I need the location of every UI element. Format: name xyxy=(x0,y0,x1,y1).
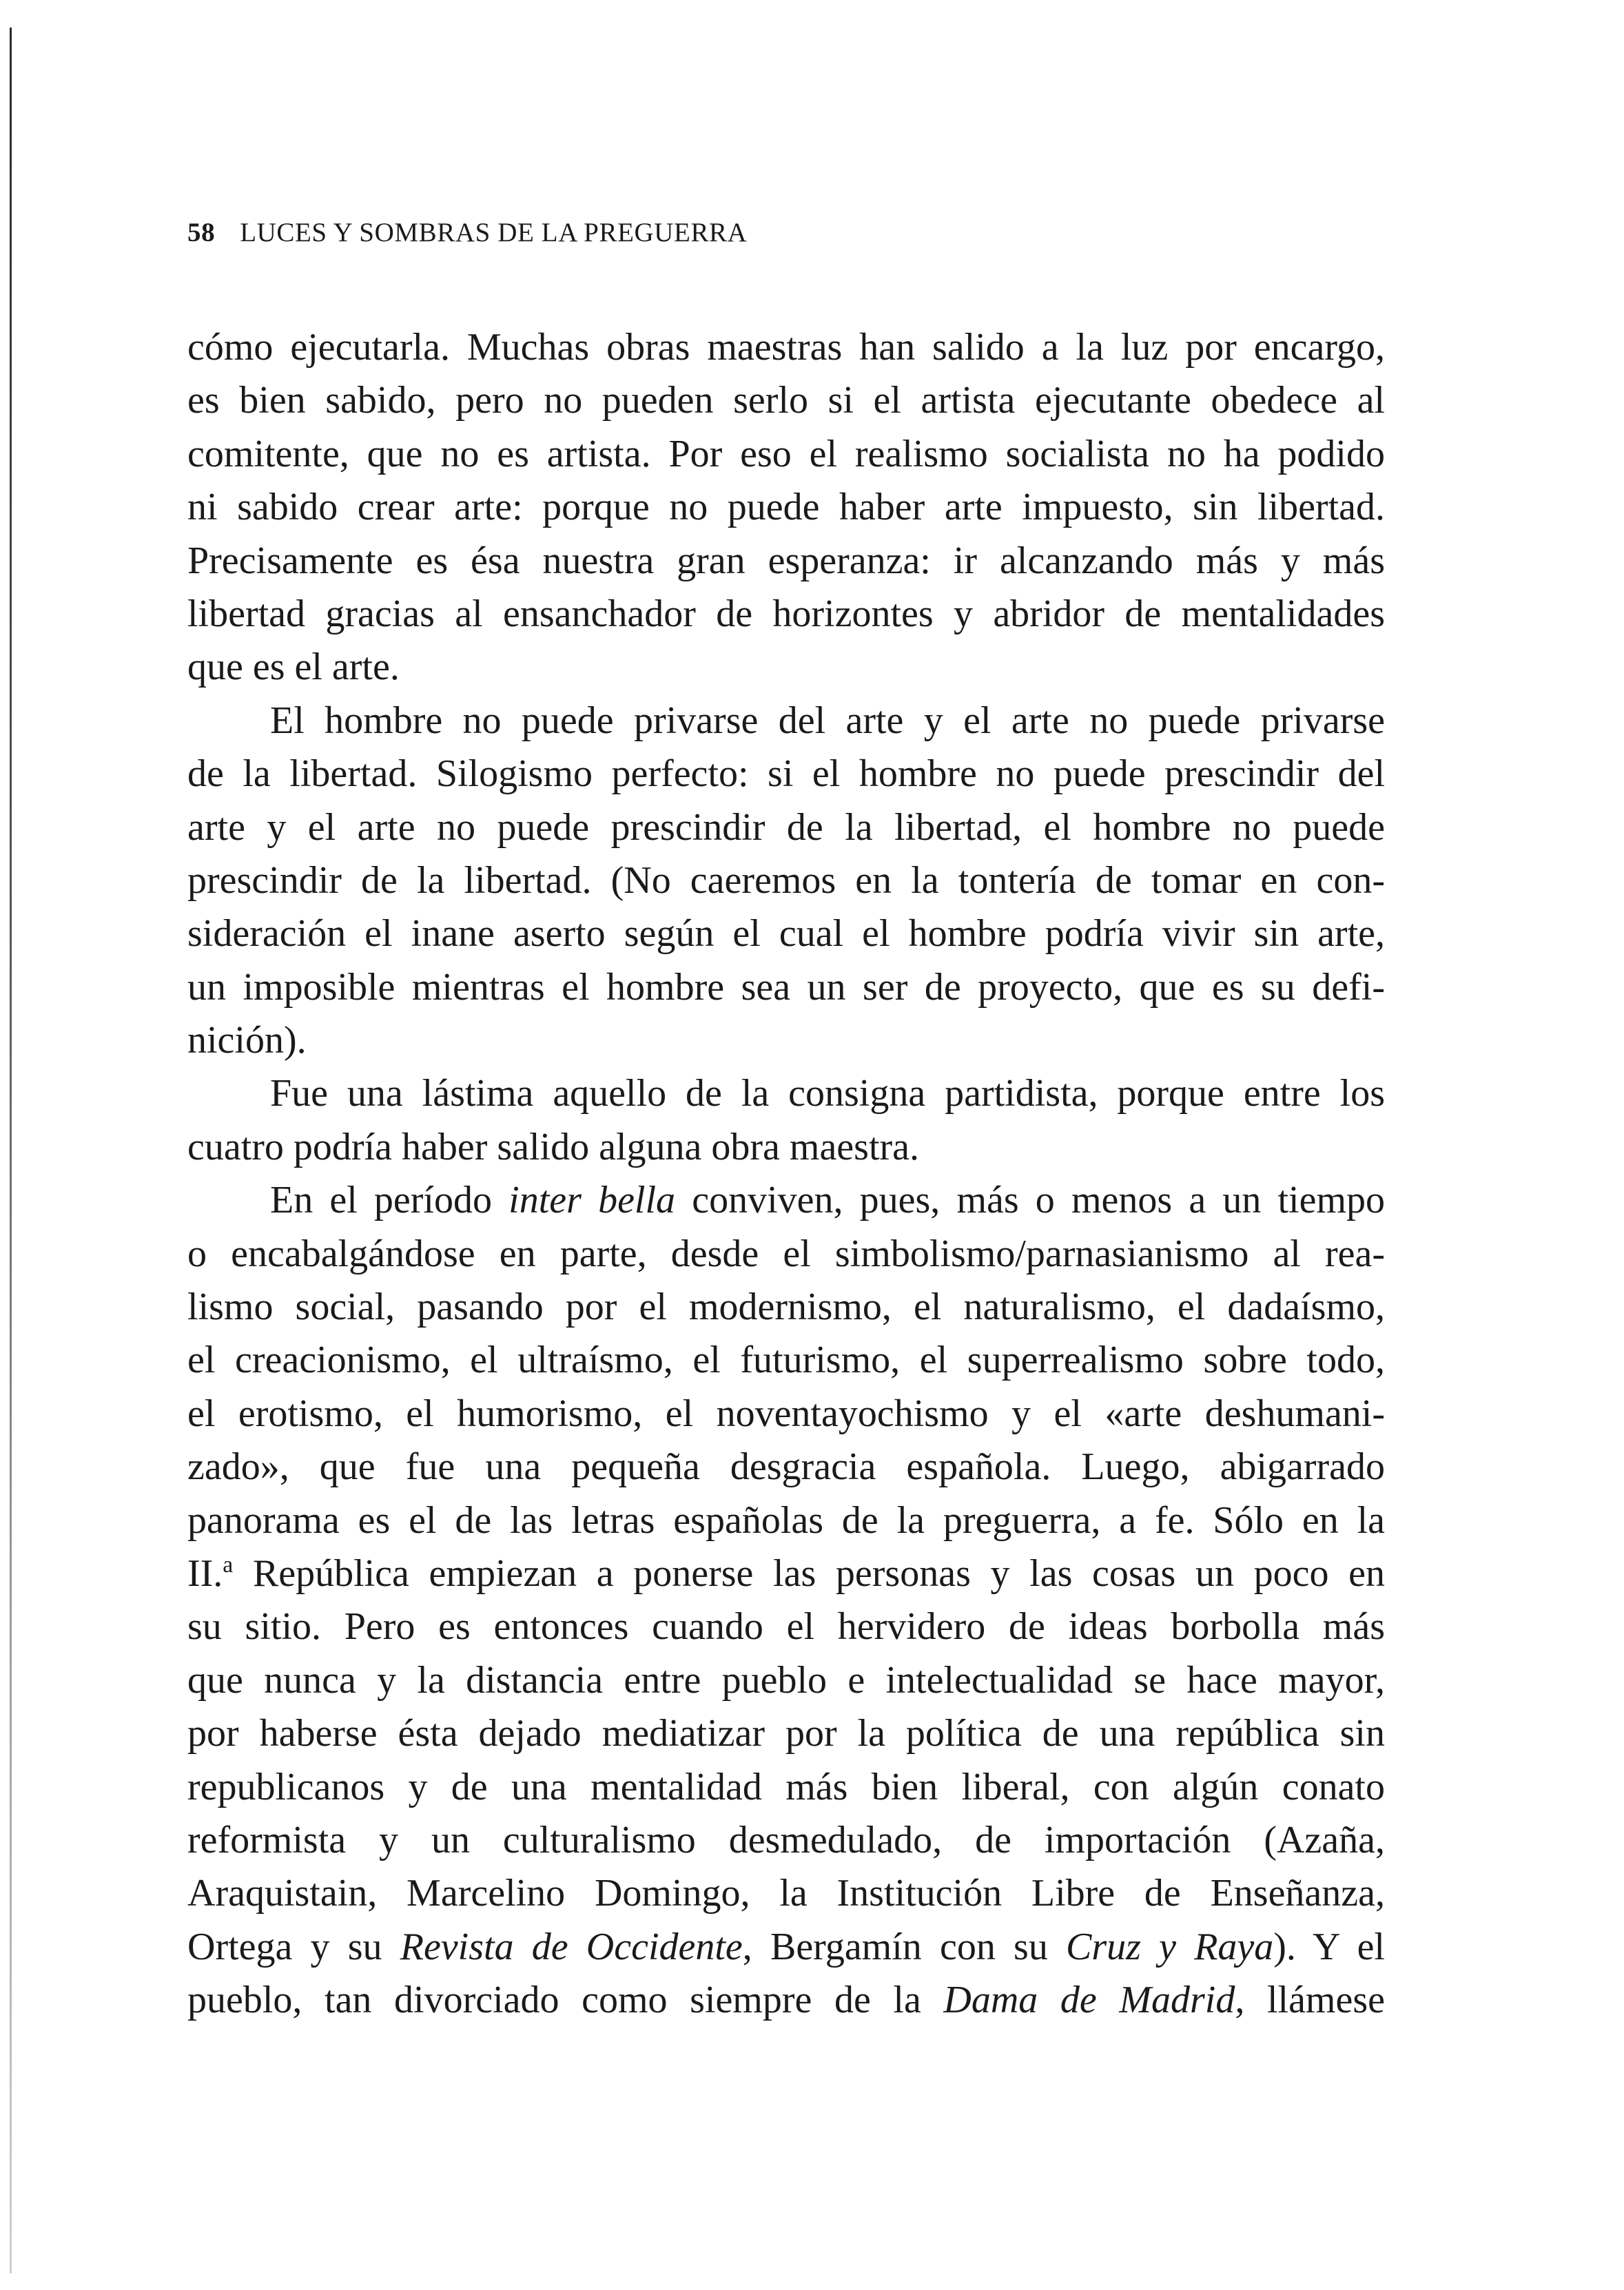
italic-title: Cruz y Raya xyxy=(1066,1925,1274,1968)
superscript: a xyxy=(223,1551,234,1578)
body-text xyxy=(187,321,1385,2028)
text-line: libertad gracias al ensanchador de horizontes y abridor de mentalidades xyxy=(187,592,1385,635)
text-line: cuatro podría haber salido alguna obra maestra. xyxy=(187,1125,920,1168)
text-line: sideración el inane aserto según el cual el hombre podría vivir sin arte, xyxy=(187,912,1385,956)
text-run: , llámese xyxy=(1235,1979,1385,2022)
text-line: El hombre no puede privarse del arte y el arte no puede privarse xyxy=(270,699,1385,742)
text-line: o encabalgándose en parte, desde el simbolismo/parnasianismo al rea- xyxy=(187,1232,1385,1275)
italic-title: Dama de Madrid xyxy=(943,1979,1235,2022)
text-run: pueblo, tan divorciado como siempre de la xyxy=(187,1979,944,2022)
text-line: Araquistain, Marcelino Domingo, la Institución Libre de Enseñanza, xyxy=(187,1872,1385,1915)
text-line: Precisamente es ésa nuestra gran esperanza: ir alcanzando más y más xyxy=(187,539,1385,582)
page-number: 58 xyxy=(187,218,216,247)
text-line: Fue una lástima aquello de la consigna partidista, porque entre los xyxy=(270,1072,1385,1115)
text-line: zado», que fue una pequeña desgracia española. Luego, abigarrado xyxy=(187,1445,1385,1489)
text-line xyxy=(187,1174,1385,1227)
text-line: ni sabido crear arte: porque no puede haber arte impuesto, sin libertad. xyxy=(187,486,1385,529)
text-line: panorama es el de las letras españolas de la preguerra, a fe. Sólo en la xyxy=(187,1498,1385,1542)
text-line: es bien sabido, pero no pueden serlo si el artista ejecutante obedece al xyxy=(187,379,1385,422)
text-line: de la libertad. Silogismo perfecto: si el hombre no puede prescindir del xyxy=(187,752,1385,796)
text-line: arte y el arte no puede prescindir de la libertad, el hombre no puede xyxy=(187,805,1385,849)
text-line: su sitio. Pero es entonces cuando el hervidero de ideas borbolla más xyxy=(187,1605,1385,1649)
text-run: Ortega y su xyxy=(187,1925,400,1968)
text-line xyxy=(187,1974,1385,2027)
text-line: republicanos y de una mentalidad más bien liberal, con algún conato xyxy=(187,1765,1385,1808)
text-line: comitente, que no es artista. Por eso el realismo socialista no ha podido xyxy=(187,432,1385,475)
text-line: el creacionismo, el ultraísmo, el futurismo, el superrealismo sobre todo, xyxy=(187,1339,1385,1382)
italic-phrase: inter bella xyxy=(508,1179,676,1222)
running-head-title: LUCES Y SOMBRAS DE LA PREGUERRA xyxy=(240,218,748,247)
text-line: el erotismo, el humorismo, el noventayochismo y el «arte deshumani- xyxy=(187,1392,1385,1435)
text-run: II. xyxy=(187,1551,223,1595)
text-line: un imposible mientras el hombre sea un ser de proyecto, que es su defi- xyxy=(187,965,1385,1009)
running-head xyxy=(187,219,747,246)
text-run: República empiezan a ponerse las personas y las cosas un poco en xyxy=(233,1551,1385,1595)
text-line: cómo ejecutarla. Muchas obras maestras han salido a la luz por encargo, xyxy=(187,326,1385,369)
text-line: lismo social, pasando por el modernismo, el naturalismo, el dadaísmo, xyxy=(187,1286,1385,1329)
text-line: por haberse ésta dejado mediatizar por la política de una república sin xyxy=(187,1712,1385,1755)
text-run: conviven, pues, más o menos a un tiempo xyxy=(675,1179,1386,1222)
text-line xyxy=(187,1921,1385,1974)
italic-title: Revista de Occidente xyxy=(400,1925,743,1968)
text-line: nición). xyxy=(187,1019,307,1062)
text-run: En el período xyxy=(270,1179,509,1222)
scan-margin-edge xyxy=(10,28,12,2273)
text-line: prescindir de la libertad. (No caeremos en la tontería de tomar en con- xyxy=(187,858,1385,902)
text-run: , Bergamín con su xyxy=(742,1925,1067,1968)
text-run: ). Y el xyxy=(1273,1925,1385,1968)
text-line: reformista y un culturalismo desmedulado, de importación (Azaña, xyxy=(187,1818,1385,1861)
text-line xyxy=(187,1547,1385,1600)
text-line: que es el arte. xyxy=(187,646,400,689)
text-line: que nunca y la distancia entre pueblo e intelectualidad se hace mayor, xyxy=(187,1658,1385,1702)
